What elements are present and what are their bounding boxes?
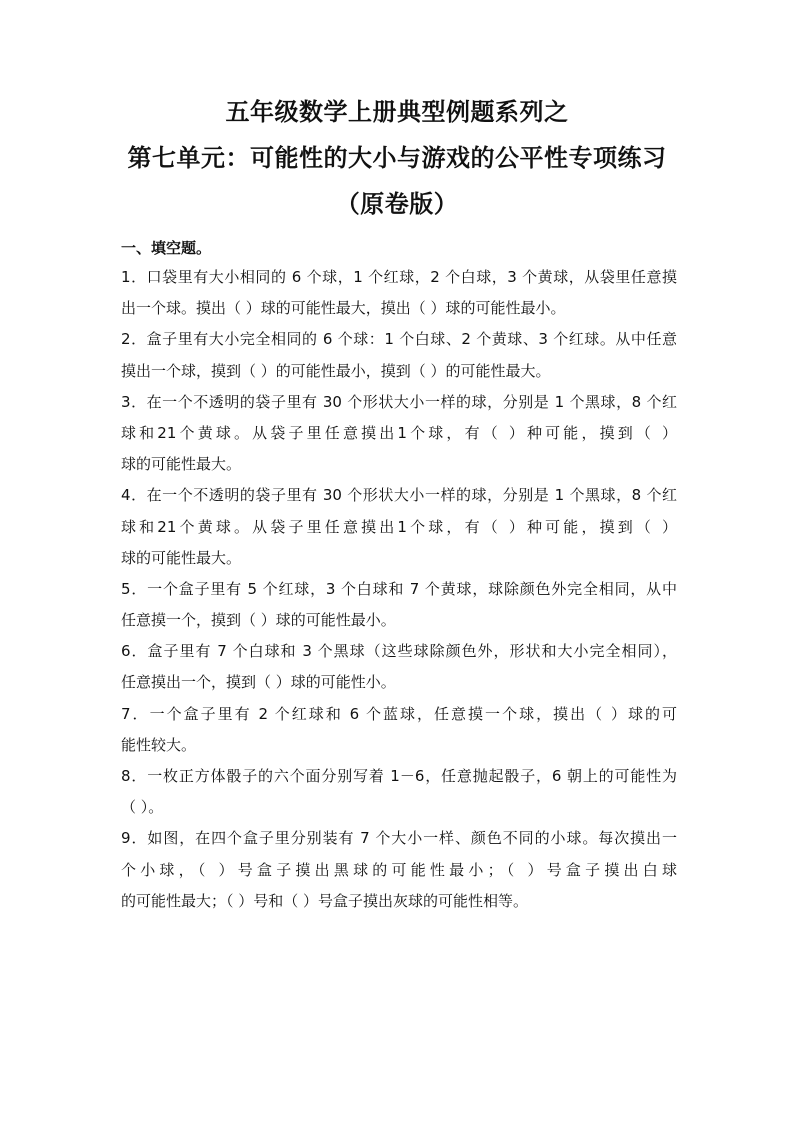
question-1: [121, 262, 677, 324]
question-line: 4．在一个不透明的袋子里有 30 个形状大小一样的球，分别是 1 个黑球，8 个红: [121, 486, 677, 505]
question-5: [121, 574, 677, 636]
question-7: [121, 699, 677, 761]
question-line: 出一个球。摸出（ ）球的可能性最大，摸出（ ）球的可能性最小。: [121, 299, 566, 318]
question-line: 球的可能性最大。: [121, 455, 242, 474]
question-line: 6．盒子里有 7 个白球和 3 个黑球（这些球除颜色外，形状和大小完全相同），: [121, 642, 677, 661]
version-label: （原卷版）: [335, 190, 459, 218]
question-6: [121, 636, 677, 698]
question-line: 3．在一个不透明的袋子里有 30 个形状大小一样的球，分别是 1 个黑球，8 个红: [121, 392, 677, 411]
question-line: 球和21个黄球。从袋子里任意摸出1个球，有（ ）种可能，摸到（ ）: [121, 517, 677, 536]
question-line: 个小球，（ ）号盒子摸出黑球的可能性最小；（ ）号盒子摸出白球: [121, 860, 677, 879]
question-line: 任意摸出一个，摸到（ ）球的可能性小。: [121, 673, 396, 692]
question-line: 能性较大。: [121, 735, 197, 754]
question-line: 摸出一个球，摸到（ ）的可能性最小，摸到（ ）的可能性最大。: [121, 361, 551, 380]
question-line: 任意摸一个，摸到（ ）球的可能性最小。: [121, 611, 396, 630]
question-line: 球和21个黄球。从袋子里任意摸出1个球，有（ ）种可能，摸到（ ）: [121, 423, 677, 442]
series-title: 五年级数学上册典型例题系列之: [225, 98, 569, 126]
question-list: [121, 262, 677, 917]
question-4: [121, 480, 677, 574]
question-line: （ ）。: [121, 798, 164, 817]
question-3: [121, 387, 677, 481]
unit-title: 第七单元：可能性的大小与游戏的公平性专项练习: [127, 144, 667, 172]
question-9: [121, 823, 677, 917]
question-line: 1．口袋里有大小相同的 6 个球，1 个红球，2 个白球，3 个黄球，从袋里任意摸: [121, 268, 677, 286]
question-line: 9．如图，在四个盒子里分别装有 7 个大小一样、颜色不同的小球。每次摸出一: [121, 829, 677, 848]
section-heading-fill-in-blank: 一、填空题。: [121, 239, 212, 257]
question-line: 7．一个盒子里有 2 个红球和 6 个蓝球，任意摸一个球，摸出（ ）球的可: [121, 704, 677, 723]
question-line: 的可能性最大；（ ）号和（ ）号盒子摸出灰球的可能性相等。: [121, 891, 529, 910]
question-line: 球的可能性最大。: [121, 548, 242, 567]
question-line: 2．盒子里有大小完全相同的 6 个球：1 个白球、2 个黄球、3 个红球。从中任意: [121, 330, 677, 349]
question-2: [121, 324, 677, 386]
question-line: 8．一枚正方体骰子的六个面分别写着 1－6，任意抛起骰子，6 朝上的可能性为: [121, 767, 677, 785]
question-line: 5．一个盒子里有 5 个红球，3 个白球和 7 个黄球，球除颜色外完全相同，从中: [121, 579, 677, 598]
question-8: [121, 761, 677, 823]
